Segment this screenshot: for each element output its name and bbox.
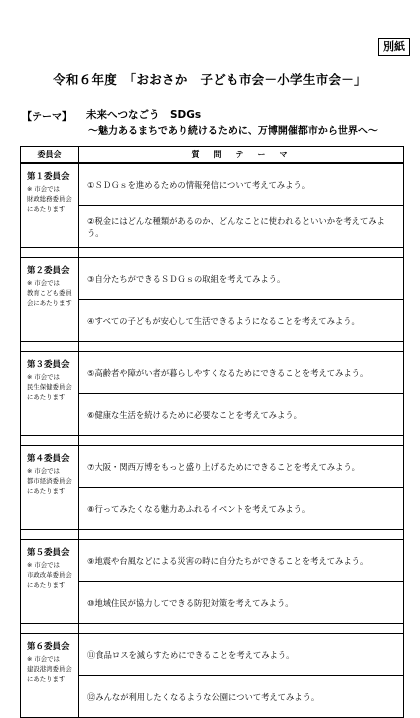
committee-separator	[21, 530, 404, 540]
separator-cell	[21, 342, 79, 352]
committee-name: 第６委員会	[27, 642, 70, 652]
separator-cell	[21, 436, 79, 446]
theme-main: 未来へつなごう SDGs	[86, 109, 202, 121]
committee-cell	[21, 540, 79, 624]
question-text: ⑪食品ロスを減らすためにできることを考えてみよう。	[79, 634, 404, 676]
separator-cell	[21, 248, 79, 258]
document-title: 令和６年度 「おおさか 子ども市会－小学生市会－」	[53, 72, 367, 87]
separator-cell	[79, 530, 404, 540]
committee-name: 第２委員会	[27, 266, 70, 276]
question-text: ⑨地震や台風などによる災害の時に自分たちができることを考えてみよう。	[79, 540, 404, 582]
committee-separator	[21, 624, 404, 634]
separator-cell	[79, 342, 404, 352]
separator-cell	[79, 248, 404, 258]
committee-name: 第１委員会	[27, 172, 70, 182]
table-row	[21, 540, 404, 582]
separator-cell	[21, 530, 79, 540]
committee-cell	[21, 446, 79, 530]
committee-cell	[21, 258, 79, 342]
question-theme-column-header: 質 問 テ ー マ	[79, 147, 404, 164]
committee-name: 第５委員会	[27, 548, 70, 558]
committee-cell	[21, 352, 79, 436]
question-text: ①ＳＤＧｓを進めるための情報発信について考えてみよう。	[79, 163, 404, 206]
table-row	[21, 676, 404, 718]
question-text: ⑤高齢者や障がい者が暮らしやすくなるためにできることを考えてみよう。	[79, 352, 404, 394]
table-row	[21, 446, 404, 488]
table-row	[21, 206, 404, 248]
table-row	[21, 352, 404, 394]
theme-subtitle: ～魅力あるまちであり続けるために、万博開催都市から世界へ～	[88, 126, 378, 137]
question-text: ③自分たちができるＳＤＧｓの取組を考えてみよう。	[79, 258, 404, 300]
question-text: ⑥健康な生活を続けるために必要なことを考えてみよう。	[79, 394, 404, 436]
committee-note: ※ 市会では 民生保健委員会 にあたります	[27, 373, 72, 401]
table-row	[21, 394, 404, 436]
table-row	[21, 258, 404, 300]
table-row	[21, 300, 404, 342]
question-text: ②税金にはどんな種類があるのか、どんなことに使われるといいかを考えてみよう。	[79, 206, 404, 248]
committee-note: ※ 市会では 市政改革委員会 にあたります	[27, 561, 72, 589]
separator-cell	[79, 624, 404, 634]
committee-name: 第３委員会	[27, 360, 70, 370]
committee-note: ※ 市会では 財政総務委員会 にあたります	[27, 185, 72, 213]
committee-table	[20, 146, 404, 718]
committee-note: ※ 市会では 教育こども委員 会にあたります	[27, 279, 72, 307]
question-text: ⑦大阪・関西万博をもっと盛り上げるためにできることを考えてみよう。	[79, 446, 404, 488]
committee-note: ※ 市会では 都市経済委員会 にあたります	[27, 467, 72, 495]
committee-note: ※ 市会では 建設港湾委員会 にあたります	[27, 655, 72, 683]
table-row	[21, 163, 404, 206]
committee-separator	[21, 436, 404, 446]
question-text: ⑫みんなが利用したくなるような公園について考えてみよう。	[79, 676, 404, 718]
separator-cell	[21, 624, 79, 634]
committee-separator	[21, 248, 404, 258]
committee-separator	[21, 342, 404, 352]
table-row	[21, 634, 404, 676]
separator-cell	[79, 436, 404, 446]
question-text: ⑧行ってみたくなる魅力あふれるイベントを考えてみよう。	[79, 488, 404, 530]
attachment-badge: 別紙	[378, 38, 410, 56]
question-text: ⑩地域住民が協力してできる防犯対策を考えてみよう。	[79, 582, 404, 624]
committee-cell	[21, 163, 79, 248]
committee-column-header: 委員会	[21, 147, 79, 164]
table-row	[21, 582, 404, 624]
question-text: ④すべての子どもが安心して生活できるようになることを考えてみよう。	[79, 300, 404, 342]
theme-label: 【テーマ】	[22, 112, 72, 123]
committee-name: 第４委員会	[27, 454, 70, 464]
table-row	[21, 488, 404, 530]
committee-cell	[21, 634, 79, 718]
